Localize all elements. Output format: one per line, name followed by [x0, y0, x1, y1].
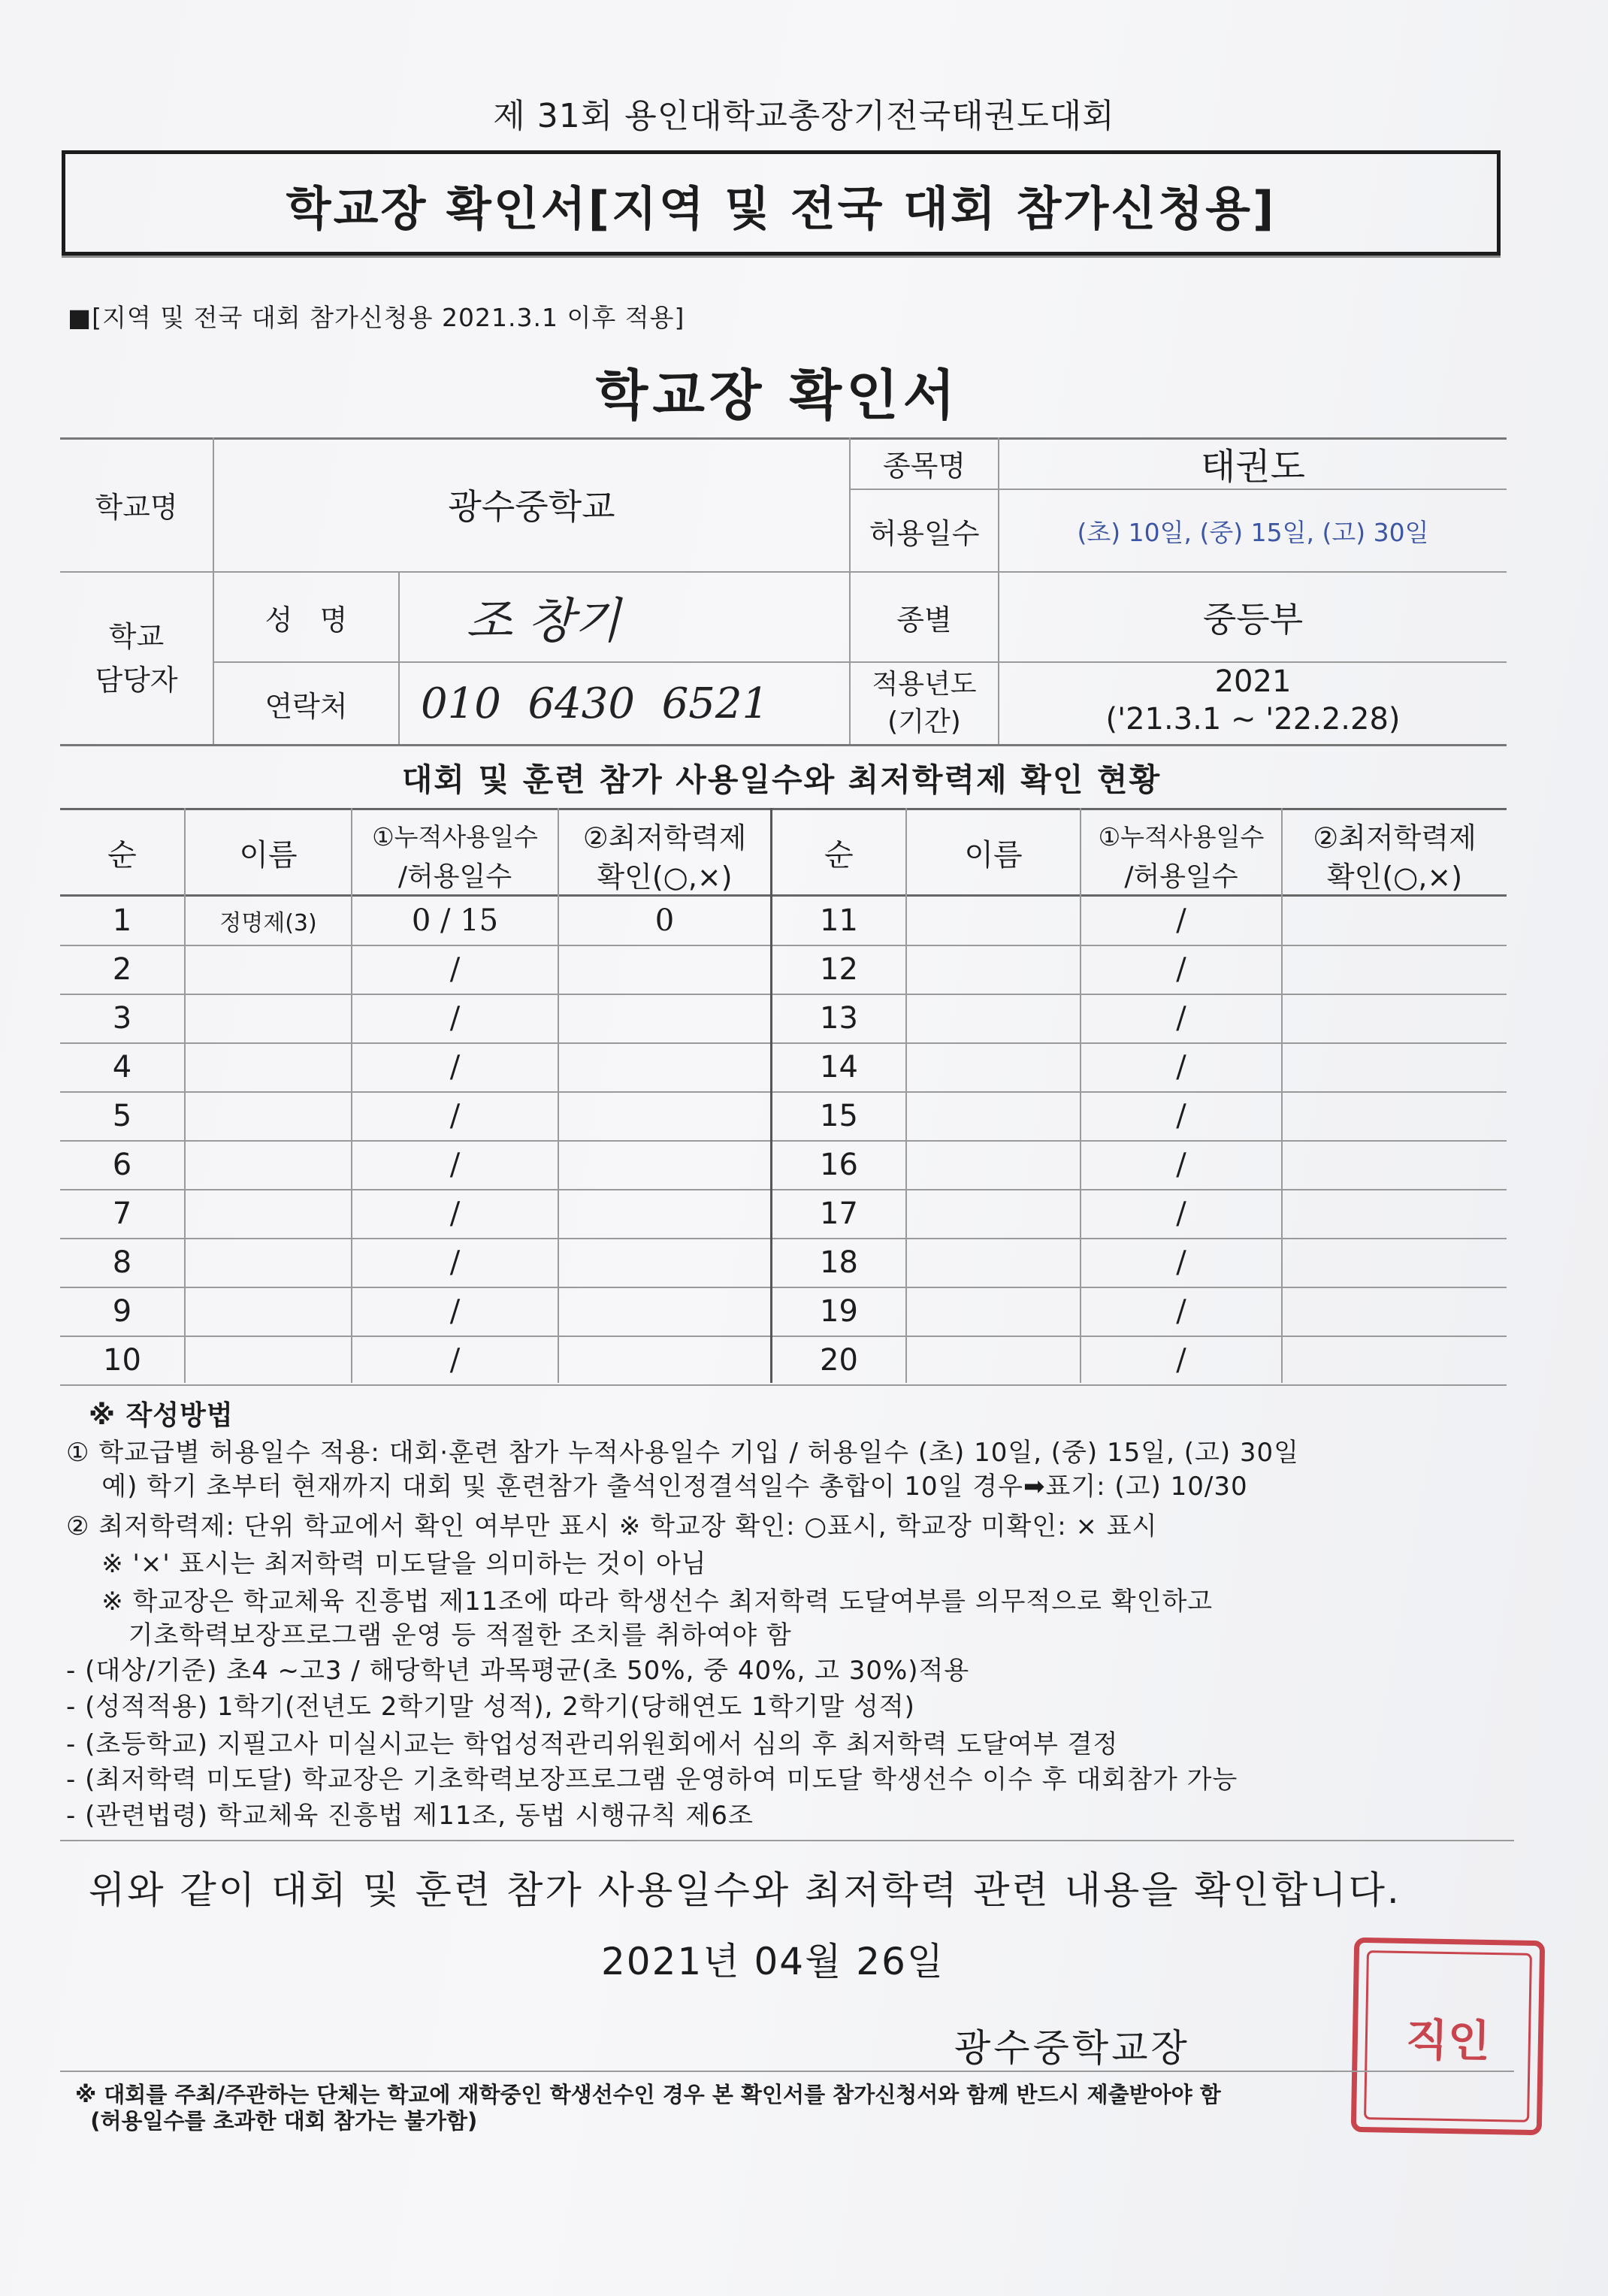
- period-value: [999, 663, 1507, 744]
- row-days: /: [1176, 951, 1186, 987]
- row-days: /: [449, 1147, 461, 1182]
- row-name: [186, 1336, 351, 1384]
- row-check: [1283, 1238, 1507, 1287]
- row-days: /: [1176, 1098, 1186, 1133]
- row-no: 20: [820, 1342, 858, 1378]
- note-line: - (최저학력 미도달) 학교장은 기초학력보장프로그램 운영하여 미도달 학생선수 이수 후 대회참가 가능: [66, 1765, 1238, 1795]
- row-days: /: [1176, 1245, 1186, 1280]
- row-no: 17: [820, 1196, 858, 1231]
- col-header-check-line2: 확인(○,×): [1326, 861, 1463, 894]
- row-name: [907, 945, 1080, 994]
- allowed-value: (초) 10일, (중) 15일, (고) 30일: [1077, 517, 1429, 547]
- row-name: [186, 1042, 351, 1091]
- row-no: 2: [112, 951, 132, 987]
- row-no: 3: [112, 1000, 132, 1036]
- row-check: [559, 994, 770, 1042]
- bottom-note-1: ※ 대회를 주최/주관하는 단체는 학교에 재학중인 학생선수인 경우 본 확인서를 참가신청서와 함께 반드시 제출받아야 함: [75, 2082, 1221, 2107]
- row-check: [1283, 945, 1507, 994]
- event-title: 제 31회 용인대학교총장기전국태권도대회: [493, 97, 1115, 135]
- row-days: /: [1176, 1000, 1186, 1036]
- bottom-note-2: (허용일수를 초과한 대회 참가는 불가함): [75, 2108, 478, 2134]
- row-name: [186, 1091, 351, 1140]
- row-name: [907, 994, 1080, 1042]
- row-name: [186, 1238, 351, 1287]
- row-no: 16: [820, 1147, 858, 1182]
- row-check: [559, 1336, 770, 1384]
- row-days: /: [449, 1245, 461, 1280]
- row-check: [1283, 994, 1507, 1042]
- row-days: /: [449, 1098, 461, 1133]
- info-line-bottom: [60, 744, 1507, 746]
- info-vline-2: [398, 571, 400, 744]
- note-line: - (성적적용) 1학기(전년도 2학기말 성적), 2학기(당해연도 1학기말 성적): [66, 1692, 915, 1722]
- header-divider: [62, 256, 1501, 258]
- name-value: 조 창기: [466, 594, 621, 649]
- row-name: [186, 1140, 351, 1189]
- note-line: ※ 학교장은 학교체육 진흥법 제11조에 따라 학생선수 최저학력 도달여부를 의무적으로 확인하고: [66, 1587, 1214, 1617]
- contact-value: 010 6430 6521: [421, 679, 769, 728]
- row-days: /: [1176, 903, 1186, 938]
- row-no: 7: [112, 1196, 132, 1231]
- row-no: 10: [103, 1342, 141, 1378]
- signer-name: 광수중학교장: [954, 2026, 1190, 2070]
- row-days: /: [1176, 1196, 1186, 1231]
- col-header-days-line1: ①누적사용일수: [372, 822, 538, 852]
- row-name: [907, 1189, 1080, 1238]
- form-title: 학교장 확인서[지역 및 전국 대회 참가신청용]: [286, 181, 1277, 236]
- confirm-statement: 위와 같이 대회 및 훈련 참가 사용일수와 최저학력 관련 내용을 확인합니다.: [89, 1868, 1401, 1912]
- note-line: ※ '×' 표시는 최저학력 미도달을 의미하는 것이 아님: [66, 1549, 707, 1579]
- row-days: /: [449, 1049, 461, 1084]
- note-line: - (대상/기준) 초4 ~고3 / 해당학년 과목평균(초 50%, 중 40%, 고 30%)적용: [66, 1656, 970, 1686]
- row-days: /: [1176, 1342, 1186, 1378]
- period-year: 2021: [1214, 664, 1292, 699]
- division-label: 종별: [896, 603, 952, 637]
- name-label: 성 명: [264, 603, 348, 637]
- row-name: [907, 1336, 1080, 1384]
- row-check: [1283, 1336, 1507, 1384]
- row-name: [907, 1287, 1080, 1336]
- period-label: 적용년도 (기간): [872, 669, 977, 737]
- col-header-name-left: 이름: [239, 837, 298, 873]
- col-header-check-right: [1283, 810, 1507, 894]
- seal-text: 직인: [1405, 2013, 1491, 2067]
- row-no: 18: [820, 1245, 858, 1280]
- period-range: ('21.3.1 ~ '22.2.28): [1105, 702, 1401, 737]
- col-header-days-right: [1081, 810, 1281, 894]
- row-check: [1283, 896, 1507, 945]
- row-no: 19: [820, 1293, 858, 1329]
- event-label: 종목명: [882, 449, 966, 482]
- col-header-days-line1: ①누적사용일수: [1098, 822, 1265, 852]
- note-line: 기초학력보장프로그램 운영 등 적절한 조치를 취하여야 함: [66, 1620, 792, 1650]
- subtitle: ■[지역 및 전국 대회 참가신청용 2021.3.1 이후 적용]: [68, 303, 685, 332]
- row-no: 11: [820, 903, 858, 938]
- row-no: 5: [112, 1098, 132, 1133]
- notes-divider: [60, 1840, 1514, 1841]
- row-no: 4: [112, 1049, 132, 1084]
- row-days: /: [449, 1342, 461, 1378]
- row-name: [907, 1091, 1080, 1140]
- row-name: [907, 1238, 1080, 1287]
- allowed-label: 허용일수: [869, 516, 980, 550]
- note-line: - (초등학교) 지필고사 미실시교는 학업성적관리위원회에서 심의 후 최저학력 도달여부 결정: [66, 1729, 1119, 1759]
- event-value: 태권도: [1200, 445, 1306, 488]
- row-name: 정명제(3): [219, 909, 317, 936]
- row-no: 8: [112, 1245, 132, 1280]
- note-line: 예) 학기 초부터 현재까지 대회 및 훈련참가 출석인정결석일수 총합이 10일 경우➡표기: (고) 10/30: [66, 1472, 1248, 1502]
- row-no: 14: [820, 1049, 858, 1084]
- note-line: - (관련법령) 학교체육 진흥법 제11조, 동법 시행규칙 제6조: [66, 1801, 754, 1831]
- col-header-check-left: [559, 810, 770, 894]
- row-check: [1283, 1140, 1507, 1189]
- col-header-days-line2: /허용일수: [1124, 861, 1238, 892]
- note-line: ① 학교급별 허용일수 적용: 대회·훈련 참가 누적사용일수 기입 / 허용일수 (초) 10일, (중) 15일, (고) 30일: [66, 1438, 1299, 1468]
- col-header-days-line2: /허용일수: [397, 861, 512, 892]
- footer-divider: [60, 2071, 1514, 2072]
- row-name: [186, 1287, 351, 1336]
- row-no: 12: [820, 951, 858, 987]
- row-check: [559, 1140, 770, 1189]
- row-check: [1283, 1042, 1507, 1091]
- row-check: [559, 1238, 770, 1287]
- row-name: [907, 1140, 1080, 1189]
- row-name: [186, 994, 351, 1042]
- col-header-check-line2: 확인(○,×): [597, 861, 733, 894]
- col-header-check-line1: ②최저학력제: [582, 821, 747, 855]
- row-check: [559, 945, 770, 994]
- grid-row-line: [60, 1384, 1507, 1386]
- row-check: [1283, 1287, 1507, 1336]
- row-name: [186, 945, 351, 994]
- school-label: 학교명: [95, 490, 178, 524]
- row-days: /: [449, 1293, 461, 1329]
- main-title: 학교장 확인서: [595, 364, 960, 427]
- row-no: 1: [112, 903, 132, 938]
- manager-label: 학교 담당자: [95, 620, 178, 697]
- row-check: 0: [654, 903, 675, 938]
- row-check: [559, 1189, 770, 1238]
- row-check: [1283, 1091, 1507, 1140]
- official-seal: [1351, 1938, 1545, 2135]
- school-value: 광수중학교: [448, 486, 615, 527]
- row-name: [907, 1042, 1080, 1091]
- note-line: ② 최저학력제: 단위 학교에서 확인 여부만 표시 ※ 학교장 확인: ○표시, 학교장 미확인: × 표시: [66, 1511, 1158, 1541]
- row-no: 6: [112, 1147, 132, 1182]
- seal-inner-border: [1364, 1950, 1532, 2122]
- notes-heading: ※ 작성방법: [89, 1400, 234, 1431]
- row-no: 9: [112, 1293, 132, 1329]
- row-days: /: [1176, 1293, 1186, 1329]
- row-check: [559, 1091, 770, 1140]
- division-value: 중등부: [1202, 599, 1304, 640]
- confirm-date: 2021년 04월 26일: [601, 1940, 945, 1983]
- row-check: [559, 1042, 770, 1091]
- col-header-check-line1: ②최저학력제: [1313, 821, 1477, 855]
- row-days: /: [1176, 1049, 1186, 1084]
- row-days: /: [449, 1196, 461, 1231]
- contact-label: 연락처: [264, 689, 348, 723]
- row-check: [559, 1287, 770, 1336]
- col-header-days-left: [352, 810, 558, 894]
- row-days: /: [449, 951, 461, 987]
- row-name: [907, 896, 1080, 945]
- row-no: 13: [820, 1000, 858, 1036]
- row-days: /: [1176, 1147, 1186, 1182]
- row-name: [186, 1189, 351, 1238]
- col-header-no-left: 순: [107, 837, 137, 873]
- col-header-no-right: 순: [824, 837, 854, 873]
- row-no: 15: [820, 1098, 858, 1133]
- row-days: 0 / 15: [411, 903, 499, 938]
- row-days: /: [449, 1000, 461, 1036]
- col-header-name-right: 이름: [964, 837, 1023, 873]
- row-check: [1283, 1189, 1507, 1238]
- table-title: 대회 및 훈련 참가 사용일수와 최저학력제 확인 현황: [401, 761, 1162, 798]
